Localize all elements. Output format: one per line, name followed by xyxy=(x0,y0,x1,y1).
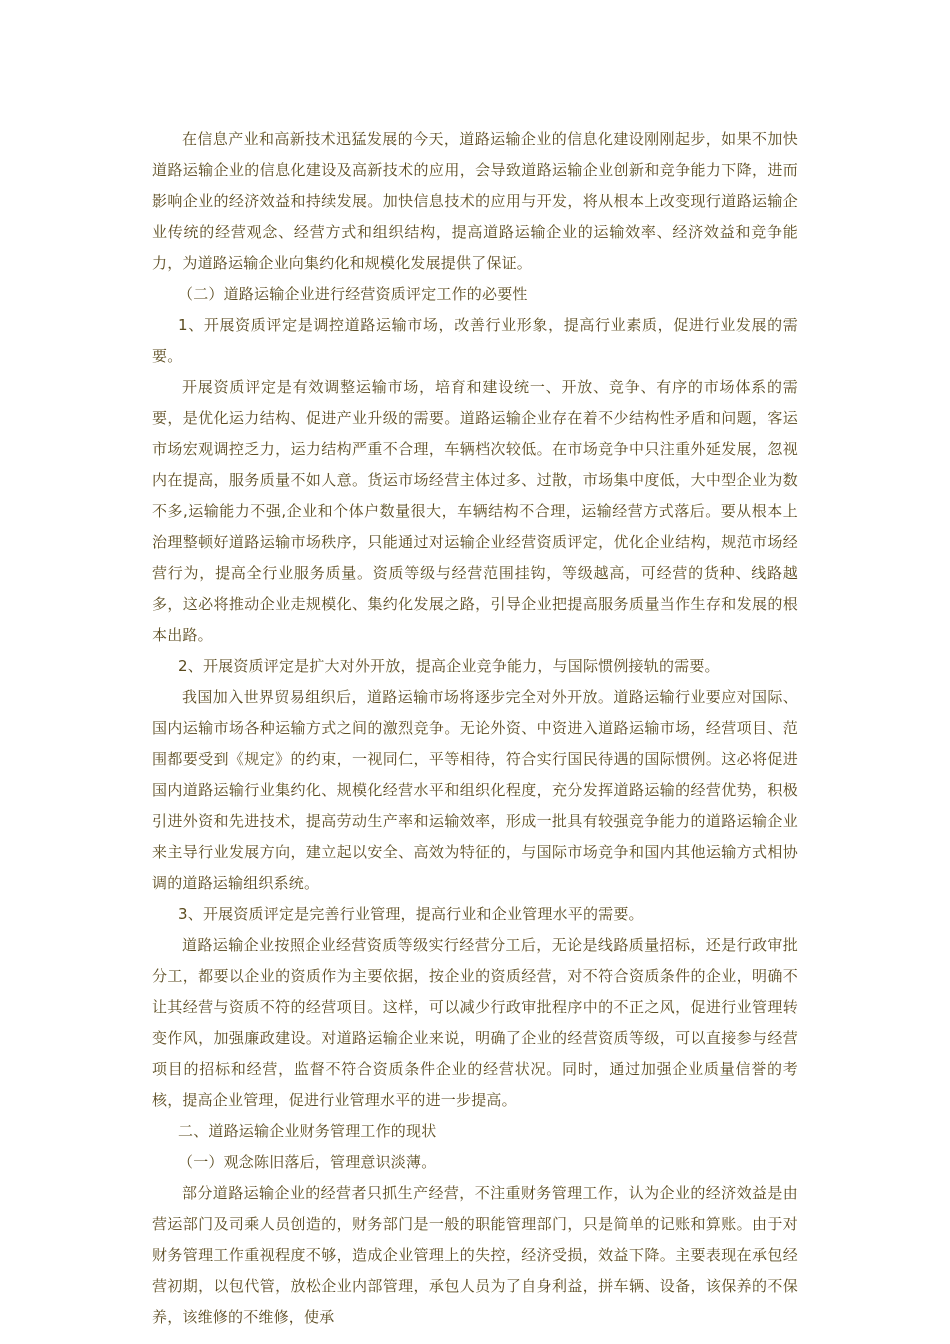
document-body xyxy=(152,124,798,1333)
subheading-point-1: 1、开展资质评定是调控道路运输市场，改善行业形象，提高行业素质，促进行业发展的需要。 xyxy=(152,316,798,365)
paragraph-point-1: 开展资质评定是有效调整运输市场，培育和建设统一、开放、竞争、有序的市场体系的需要，是优化运力结构、促进产业升级的需要。道路运输企业存在着不少结构性矛盾和问题，客运市场宏观调控乏力，运力结构严重不合理，车辆档次较低。在市场竞争中只注重外延发展，忽视内在提高，服务质量不如人意。货运市场经营主体过多、过散，市场集中度低，大中型企业为数不多,运输能力不强,企业和个体户数量很大，车辆结构不合理，运输经营方式落后。要从根本上治理整顿好道路运输市场秩序，只能通过对运输企业经营资质评定，优化企业结构，规范市场经营行为，提高全行业服务质量。资质等级与经营范围挂钩，等级越高，可经营的货种、线路越多，这必将推动企业走规模化、集约化发展之路，引导企业把提高服务质量当作生存和发展的根本出路。 xyxy=(152,378,798,644)
paragraph-informatization: 在信息产业和高新技术迅猛发展的今天，道路运输企业的信息化建设刚刚起步，如果不加快道路运输企业的信息化建设及高新技术的应用，会导致道路运输企业创新和竞争能力下降，进而影响企业的经济效益和持续发展。加快信息技术的应用与开发，将从根本上改变现行道路运输企业传统的经营观念、经营方式和组织结构，提高道路运输企业的运输效率、经济效益和竞争能力，为道路运输企业向集约化和规模化发展提供了保证。 xyxy=(152,130,798,272)
section-heading-necessity: （二）道路运输企业进行经营资质评定工作的必要性 xyxy=(178,285,528,303)
paragraph-point-3: 道路运输企业按照企业经营资质等级实行经营分工后，无论是线路质量招标，还是行政审批分工，都要以企业的资质作为主要依据，按企业的资质经营，对不符合资质条件的企业，明确不让其经营与资质不符的经营项目。这样，可以减少行政审批程序中的不正之风，促进行业管理转变作风，加强廉政建设。对道路运输企业来说，明确了企业的经营资质等级，可以直接参与经营项目的招标和经营，监督不符合资质条件企业的经营状况。同时，通过加强企业质量信誉的考核，提高企业管理，促进行业管理水平的进一步提高。 xyxy=(152,936,798,1109)
subheading-point-2: 2、开展资质评定是扩大对外开放，提高企业竞争能力，与国际惯例接轨的需要。 xyxy=(178,657,720,675)
paragraph-outdated-concepts: 部分道路运输企业的经营者只抓生产经营，不注重财务管理工作，认为企业的经济效益是由营运部门及司乘人员创造的，财务部门是一般的职能管理部门，只是简单的记账和算账。由于对财务管理工作重视程度不够，造成企业管理上的失控，经济受损，效益下降。主要表现在承包经营初期，以包代管，放松企业内部管理，承包人员为了自身利益，拼车辆、设备，该保养的不保养，该维修的不维修，使承 xyxy=(152,1184,798,1326)
paragraph-point-2: 我国加入世界贸易组织后，道路运输市场将逐步完全对外开放。道路运输行业要应对国际、国内运输市场各种运输方式之间的激烈竞争。无论外资、中资进入道路运输市场，经营项目、范围都要受到《规定》的约束，一视同仁，平等相待，符合实行国民待遇的国际惯例。这必将促进国内道路运输行业集约化、规模化经营水平和组织化程度，充分发挥道路运输的经营优势，积极引进外资和先进技术，提高劳动生产率和运输效率，形成一批具有较强竞争能力的道路运输企业来主导行业发展方向，建立起以安全、高效为特征的，与国际市场竞争和国内其他运输方式相协调的道路运输组织系统。 xyxy=(152,688,798,892)
subheading-point-3: 3、开展资质评定是完善行业管理，提高行业和企业管理水平的需要。 xyxy=(178,905,644,923)
section-heading-status: 二、道路运输企业财务管理工作的现状 xyxy=(178,1122,437,1140)
subheading-outdated-concepts: （一）观念陈旧落后，管理意识淡薄。 xyxy=(178,1153,437,1171)
